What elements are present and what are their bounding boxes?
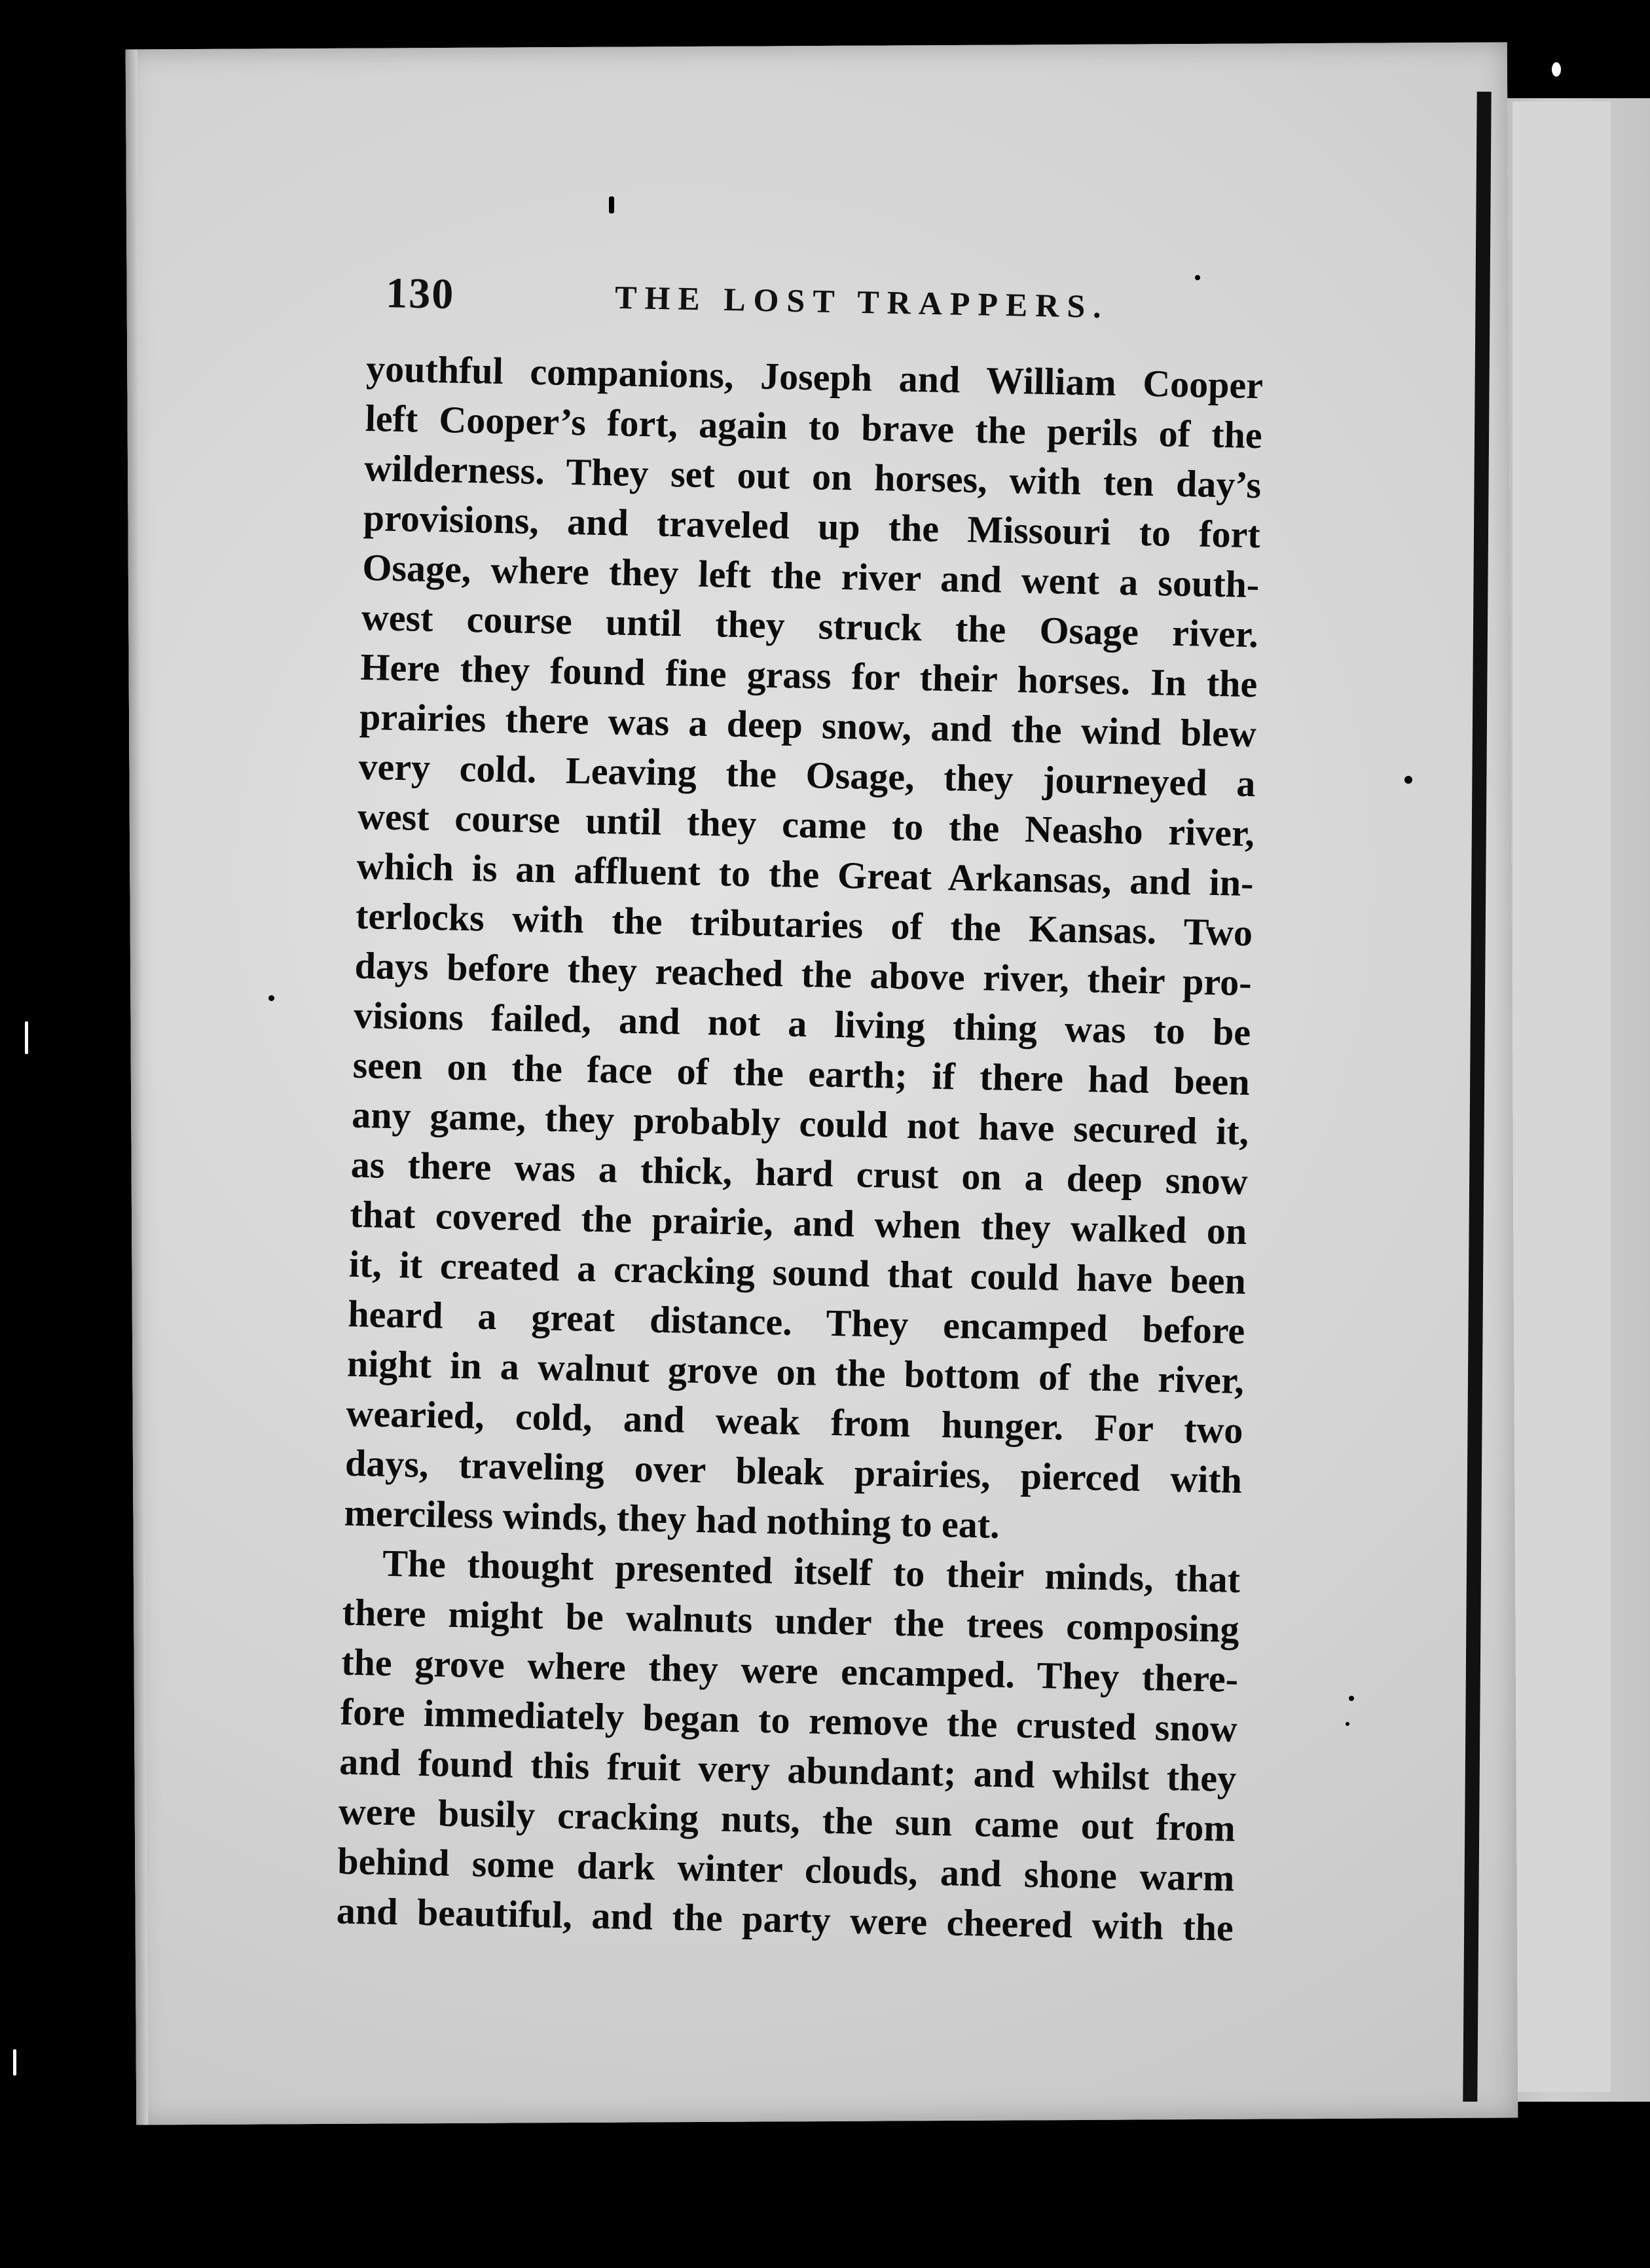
speck	[668, 2151, 672, 2155]
text-line: west course until they struck the Osage river.	[361, 595, 1259, 656]
page-number: 130	[385, 268, 455, 319]
text-line: Here they found fine grass for their horses. In the	[359, 645, 1258, 706]
text-line: prairies there was a deep snow, and the wind blew	[359, 695, 1257, 756]
speck	[13, 2049, 16, 2076]
text-line: seen on the face of the earth; if there had been	[352, 1043, 1251, 1104]
text-line: it, it created a cracking sound that could have been	[348, 1242, 1247, 1303]
text-line: Osage, where they left the river and went a south-	[361, 545, 1260, 606]
text-line: days, traveling over bleak prairies, pierced with	[344, 1441, 1243, 1501]
text-line: left Cooper’s fort, again to brave the perils of the	[365, 396, 1263, 457]
text-line: merciless winds, they had nothing to eat.	[344, 1491, 1000, 1546]
speck	[1195, 275, 1200, 280]
text-line: west course until they came to the Neasho river,	[357, 794, 1255, 855]
speck	[1349, 1696, 1354, 1701]
text-line: night in a walnut grove on the bottom of the river,	[346, 1342, 1245, 1402]
text-line: wearied, cold, and weak from hunger. For two	[346, 1391, 1244, 1452]
text-line: the grove where they were encamped. They there-	[340, 1640, 1239, 1700]
speck	[1346, 1722, 1349, 1726]
text-line: provisions, and traveled up the Missouri to fort	[363, 496, 1261, 557]
speck	[25, 1021, 28, 1054]
text-line: there might be walnuts under the trees composing	[342, 1590, 1240, 1651]
text-line: visions failed, and not a living thing was to be	[353, 993, 1251, 1054]
text-line: The thought presented itself to their minds, that	[382, 1541, 1241, 1601]
paragraph-2	[336, 1538, 1240, 1953]
text-line: which is an affluent to the Great Arkansas, and in-	[356, 844, 1255, 905]
text-line: fore immediately began to remove the crusted snow	[340, 1690, 1238, 1750]
text-line: terlocks with the tributaries of the Kansas. Two	[355, 894, 1253, 955]
speck	[1552, 62, 1561, 77]
paragraph-1	[344, 344, 1264, 1555]
text-line: days before they reached the above river, their pro-	[354, 943, 1253, 1004]
text-line: wilderness. They set out on horses, with ten day’s	[363, 446, 1262, 507]
text-line: heard a great distance. They encamped before	[347, 1292, 1245, 1353]
text-line: behind some dark winter clouds, and shone warm	[337, 1839, 1235, 1899]
text-line: and found this fruit very abundant; and whilst they	[339, 1740, 1237, 1800]
text-line: and beautiful, and the party were cheered with the	[336, 1889, 1234, 1949]
text-line: were busily cracking nuts, the sun came out from	[338, 1789, 1236, 1850]
body-text	[336, 344, 1263, 1953]
speck	[1404, 776, 1412, 784]
text-line: very cold. Leaving the Osage, they journeyed a	[358, 744, 1256, 805]
text-line: any game, they probably could not have secured it,	[351, 1093, 1249, 1154]
speck	[268, 995, 274, 1001]
running-title: THE LOST TRAPPERS.	[614, 278, 1110, 325]
text-line: as there was a thick, hard crust on a deep snow	[350, 1143, 1249, 1203]
text-line: youthful companions, Joseph and William Cooper	[365, 346, 1264, 407]
text-line: that covered the prairie, and when they walked on	[349, 1192, 1247, 1253]
speck	[609, 196, 614, 213]
facing-page-strip	[1512, 101, 1611, 2092]
